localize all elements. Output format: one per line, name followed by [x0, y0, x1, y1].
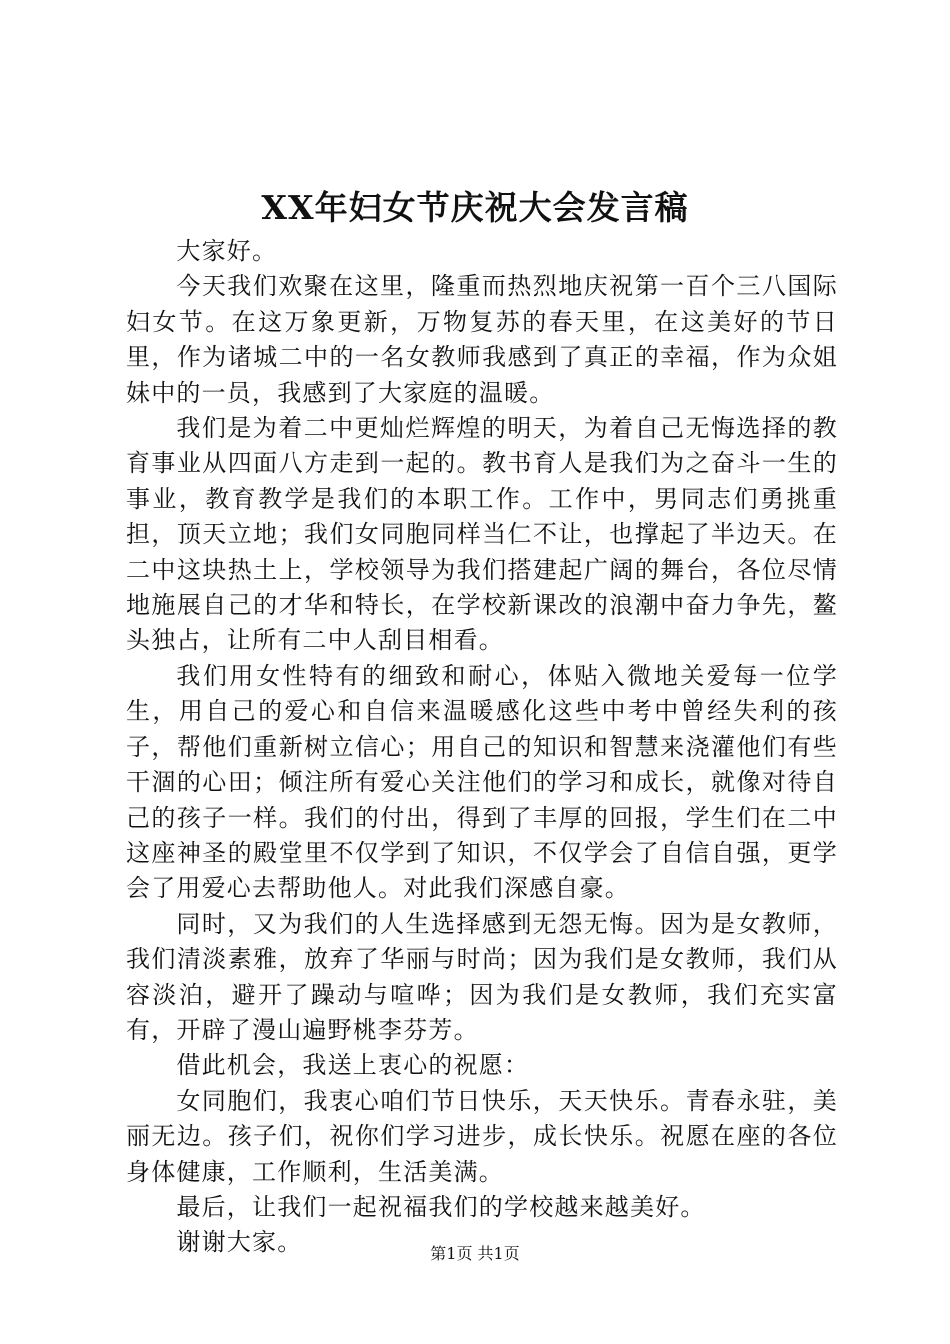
paragraph-wishes: 女同胞们，我衷心咱们节日快乐，天天快乐。青春永驻，美丽无边。孩子们，祝你们学习进步，成长快乐。祝愿在座的各位身体健康，工作顺利，生活美满。 [126, 1086, 838, 1186]
paragraph-thanks: 谢谢大家。 [176, 1228, 303, 1257]
document-title: XX年妇女节庆祝大会发言稿 [261, 188, 689, 227]
paragraph-closing: 最后，让我们一起祝福我们的学校越来越美好。 [176, 1192, 706, 1221]
paragraph-career: 我们是为着二中更灿烂辉煌的明天，为着自己无悔选择的教育事业从四面八方走到一起的。教书育人是我们为之奋斗一生的事业，教育教学是我们的本职工作。工作中，男同志们勇挑重担，顶天立地；我们女同胞同样当仁不让，也撑起了半边天。在二中这块热土上，学校领导为我们搭建起广阔的舞台，各位尽情地施展自己的才华和特长，在学校新课改的浪潮中奋力争先，鳌头独占，让所有二中人刮目相看。 [126, 414, 838, 655]
paragraph-opening: 今天我们欢聚在这里，隆重而热烈地庆祝第一百个三八国际妇女节。在这万象更新，万物复苏的春天里，在这美好的节日里，作为诸城二中的一名女教师我感到了真正的幸福，作为众姐妹中的一员，我感到了大家庭的温暖。 [126, 272, 838, 407]
paragraph-greeting: 大家好。 [176, 237, 278, 265]
page-footer: 第1页 共1页 [430, 1244, 520, 1263]
document-body [126, 234, 838, 1261]
paragraph-wishes-intro: 借此机会，我送上衷心的祝愿： [176, 1051, 530, 1080]
paragraph-no-regret: 同时，又为我们的人生选择感到无怨无悔。因为是女教师，我们清淡素雅，放弃了华丽与时尚；因为我们是女教师，我们从容淡泊，避开了躁动与喧哗；因为我们是女教师，我们充实富有，开辟了漫山遍野桃李芬芳。 [126, 909, 838, 1044]
paragraph-care: 我们用女性特有的细致和耐心，体贴入微地关爱每一位学生，用自己的爱心和自信来温暖感化这些中考中曾经失利的孩子，帮他们重新树立信心；用自己的知识和智慧来浇灌他们有些干涸的心田；倾注所有爱心关注他们的学习和成长，就像对待自己的孩子一样。我们的付出，得到了丰厚的回报，学生们在二中这座神圣的殿堂里不仅学到了知识，不仅学会了自信自强，更学会了用爱心去帮助他人。对此我们深感自豪。 [126, 661, 838, 903]
